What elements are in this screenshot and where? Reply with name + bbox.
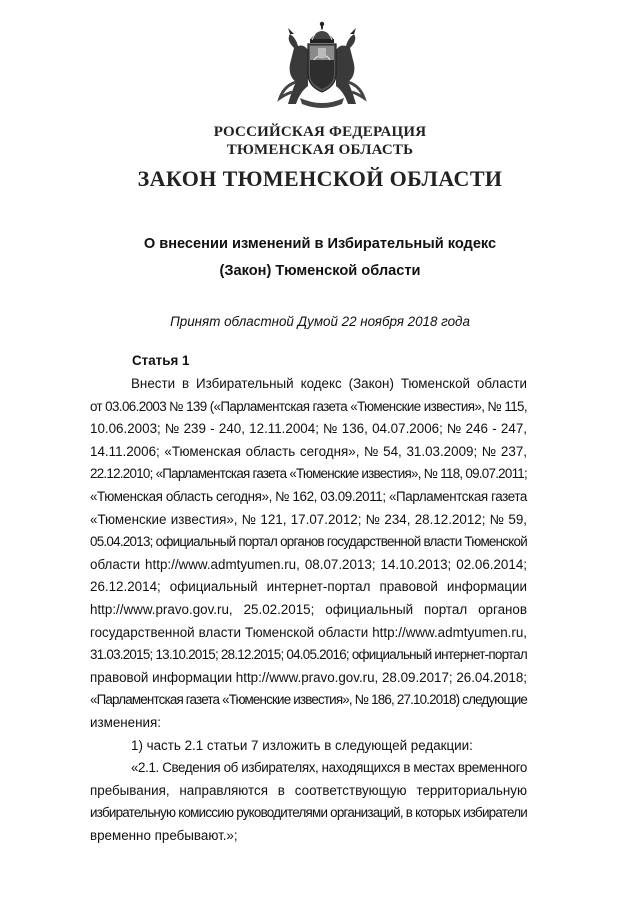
adoption-note: Принят областной Думой 22 ноября 2018 года bbox=[170, 314, 470, 329]
item-1-text: 1) часть 2.1 статьи 7 изложить в следующей редакции: bbox=[131, 737, 473, 753]
paragraph-line: «Парламентская газета «Тюменские известия», № 186, 27.10.2018) следующие bbox=[90, 692, 527, 708]
header-country: РОССИЙСКАЯ ФЕДЕРАЦИЯ bbox=[213, 124, 427, 140]
quoted-amendment bbox=[90, 757, 527, 847]
document-title-line-2: (Закон) Тюменской области bbox=[219, 263, 421, 279]
quote-line: временно пребывают.»; bbox=[90, 827, 238, 843]
document-title-line-1: О внесении изменений в Избирательный кодекс bbox=[143, 236, 497, 252]
article-heading: Статья 1 bbox=[132, 353, 190, 368]
coat-of-arms-emblem bbox=[274, 20, 370, 112]
paragraph-line: 05.04.2013; официальный портал органов государственной власти Тюменской bbox=[90, 534, 527, 550]
paragraph-line: «Тюменская область сегодня», № 162, 03.09.2011; «Парламентская газета bbox=[90, 488, 527, 504]
item-1 bbox=[90, 735, 527, 758]
paragraph-line: 10.06.2003; № 239 - 240, 12.11.2004; № 136, 04.07.2006; № 246 - 247, bbox=[90, 421, 527, 437]
paragraph-line: 26.12.2014; официальный интернет-портал правовой информации bbox=[90, 579, 527, 595]
paragraph-1 bbox=[90, 373, 527, 735]
paragraph-line: 22.12.2010; «Парламентская газета «Тюменские известия», № 118, 09.07.2011; bbox=[90, 466, 527, 482]
header-law-title: ЗАКОН ТЮМЕНСКОЙ ОБЛАСТИ bbox=[137, 166, 503, 191]
paragraph-line: государственной власти Тюменской области http://www.admtyumen.ru, bbox=[90, 624, 527, 640]
paragraph-line: «Тюменские известия», № 121, 17.07.2012; № 234, 28.12.2012; № 59, bbox=[90, 511, 527, 527]
article-body bbox=[90, 373, 527, 847]
paragraph-line: 14.11.2006; «Тюменская область сегодня», № 54, 31.03.2009; № 237, bbox=[90, 443, 527, 459]
paragraph-line: http://www.pravo.gov.ru, 25.02.2015; официальный портал органов bbox=[90, 601, 527, 617]
paragraph-line: правовой информации http://www.pravo.gov.ru, 28.09.2017; 26.04.2018; bbox=[90, 669, 527, 685]
quote-line: пребывания, направляются в соответствующую территориальную bbox=[90, 782, 527, 798]
paragraph-line: от 03.06.2003 № 139 («Парламентская газета «Тюменские известия», № 115, bbox=[90, 398, 527, 414]
quote-line: «2.1. Сведения об избирателях, находящихся в местах временного bbox=[131, 760, 527, 776]
quote-line: избирательную комиссию руководителями организаций, в которых избиратели bbox=[90, 805, 527, 821]
paragraph-line: изменения: bbox=[90, 714, 161, 730]
paragraph-line: области http://www.admtyumen.ru, 08.07.2013; 14.10.2013; 02.06.2014; bbox=[90, 556, 527, 572]
paragraph-line: 31.03.2015; 13.10.2015; 28.12.2015; 04.05.2016; официальный интернет-портал bbox=[90, 647, 527, 663]
paragraph-line: Внести в Избирательный кодекс (Закон) Тюменской области bbox=[131, 376, 527, 391]
header-region: ТЮМЕНСКАЯ ОБЛАСТЬ bbox=[226, 142, 414, 158]
